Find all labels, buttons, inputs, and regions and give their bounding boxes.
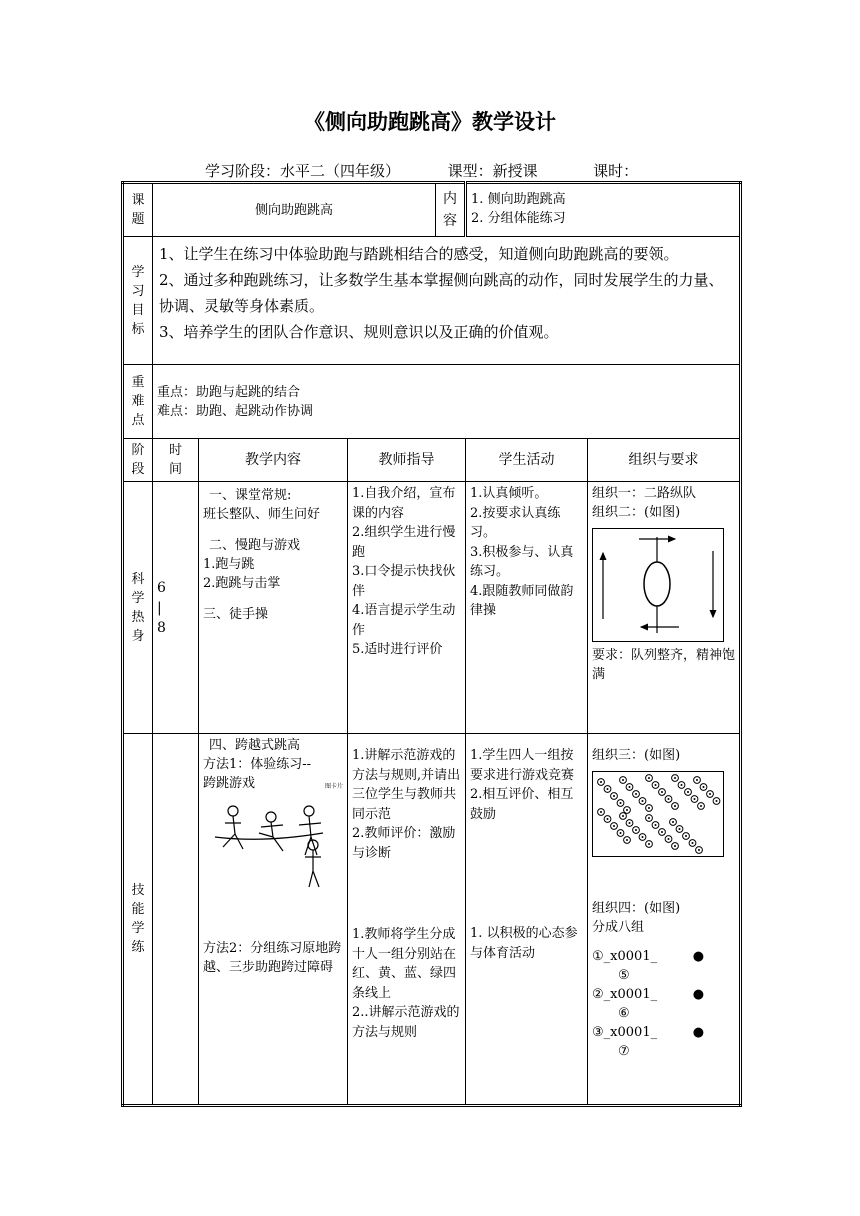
student-marker-dot xyxy=(622,779,624,781)
student-marker-dot xyxy=(629,786,631,788)
lesson-info-line xyxy=(205,160,638,181)
student-marker-dot xyxy=(622,815,624,817)
student-marker-dot xyxy=(685,835,687,837)
student-marker-dot xyxy=(648,817,650,819)
column-header-row xyxy=(123,439,741,482)
col-content: 教学内容 xyxy=(199,439,348,482)
learning-stage: 学习阶段：水平二（四年级） xyxy=(205,162,401,180)
key-label: 重 难 点 xyxy=(123,365,153,439)
key-point: 重点：助跑与起跳的结合 xyxy=(157,384,301,400)
student-marker-dot xyxy=(655,784,657,786)
students-formation-diagram xyxy=(592,771,724,857)
student-marker-dot xyxy=(600,781,602,783)
goal-1: 1、让学生在练习中体验助跑与踏跳相结合的感受，知道侧向助跑跳高的要领。 xyxy=(159,245,679,263)
col-teacher: 教师指导 xyxy=(348,439,466,482)
marker-icon: ● xyxy=(692,987,705,1002)
student-marker-dot xyxy=(661,831,663,833)
student-marker-dot xyxy=(635,829,637,831)
org-1: 组织一：二路纵队 xyxy=(592,486,697,501)
group-item: ②_x0001_ ● xyxy=(592,987,705,1002)
student-marker-dot xyxy=(692,842,694,844)
group-list: ①_x0001_ ● ⑤ ②_x0001_ ● ⑥ ③_x0001_ ● ⑦ xyxy=(592,949,705,1059)
topic-row xyxy=(123,183,741,237)
student-marker-dot xyxy=(613,795,615,797)
student-marker-dot xyxy=(681,784,683,786)
student-marker-dot xyxy=(716,800,718,802)
student-marker-dot xyxy=(626,809,628,811)
lesson-plan-table xyxy=(121,181,742,1107)
student-marker-dot xyxy=(642,800,644,802)
goals-text xyxy=(153,237,741,365)
document-title: 《侧向助跑跳高》教学设计 xyxy=(304,110,556,134)
content-item-1: 1. 侧向助跑跳高 xyxy=(471,192,566,207)
student-marker-dot xyxy=(668,838,670,840)
col-stage: 阶 段 xyxy=(123,439,153,482)
warmup-time: 6 | 8 xyxy=(153,482,199,734)
student-marker-dot xyxy=(613,825,615,827)
org-3: 组织三：(如图) xyxy=(592,748,681,763)
student-marker-dot xyxy=(620,832,622,834)
figure-caption: 图卡片 xyxy=(324,783,343,790)
warmup-row xyxy=(123,482,741,734)
student-marker-dot xyxy=(600,811,602,813)
running-track-diagram xyxy=(592,528,724,642)
warmup-org xyxy=(588,482,741,734)
student-marker-dot xyxy=(700,805,702,807)
warmup-requirement: 要求：队列整齐，精神饱满 xyxy=(592,648,736,682)
student-marker-dot xyxy=(629,822,631,824)
key-points-row xyxy=(123,365,741,439)
marker-icon: ● xyxy=(692,1025,705,1040)
lesson-type: 课型：新授课 xyxy=(447,162,538,180)
student-marker-dot xyxy=(620,802,622,804)
student-marker-dot xyxy=(694,798,696,800)
group-item: ③_x0001_ ● xyxy=(592,1025,705,1040)
org-4-groups: 分成八组 xyxy=(592,920,645,935)
group-item: ①_x0001_ ● xyxy=(592,949,705,964)
student-marker-dot xyxy=(648,807,650,809)
lesson-period: 课时： xyxy=(593,162,639,180)
col-org: 组织与要求 xyxy=(588,439,741,482)
student-marker-dot xyxy=(648,843,650,845)
student-marker-dot xyxy=(679,828,681,830)
warmup-stage: 科 学 热 身 xyxy=(123,482,153,734)
student-marker-dot xyxy=(674,845,676,847)
difficult-point: 难点：助跑、起跳动作协调 xyxy=(157,403,314,419)
content-label: 内 容 xyxy=(435,184,464,236)
student-marker-dot xyxy=(635,793,637,795)
warmup-teacher: 1.自我介绍，宣布课的内容 2.组织学生进行慢跑 3.口令提示快找伙伴 4.语言提示学生动作 5.适时进行评价 xyxy=(348,482,466,734)
student-marker-dot xyxy=(709,793,711,795)
col-time: 时 间 xyxy=(153,439,199,482)
topic-label: 课 题 xyxy=(123,183,153,237)
warmup-content: 一、课堂常规: 班长整队、师生问好 二、慢跑与游戏 1.跑与跳 2.跑跳与击掌 三、徒手操 xyxy=(199,482,348,734)
student-marker-dot xyxy=(668,798,670,800)
students-jumping-illustration xyxy=(213,799,343,895)
goal-2: 2、通过多种跑跳练习，让多数学生基本掌握侧向跳高的动作，同时发展学生的力量、协调、灵敏等身体素质。 xyxy=(159,271,724,315)
skills-content: 四、跨越式跳高 方法1：体验练习--跨跳游戏 图卡片 方法2：分组练习原地跨越、三步助跑跨过障碍 xyxy=(199,734,348,1106)
content-item-2: 2. 分组体能练习 xyxy=(471,211,566,226)
student-marker-dot xyxy=(655,824,657,826)
skills-org xyxy=(588,734,741,1106)
student-marker-dot xyxy=(626,839,628,841)
skills-student: 1.学生四人一组按要求进行游戏竞赛 2.相互评价、相互鼓励 1. 以积极的心态参与体育活动 xyxy=(466,734,588,1106)
topic-value: 侧向助跑跳高 xyxy=(255,202,334,218)
skills-stage: 技 能 学 练 xyxy=(123,734,153,1106)
col-student: 学生活动 xyxy=(466,439,588,482)
student-marker-dot xyxy=(648,777,650,779)
student-marker-dot xyxy=(674,805,676,807)
student-marker-dot xyxy=(674,777,676,779)
goals-label: 学 习 目 标 xyxy=(123,237,153,365)
marker-icon: ● xyxy=(692,949,705,964)
warmup-student: 1.认真倾听。 2.按要求认真练习。 3.积极参与、认真练习。 4.跟随教师同做韵律操 xyxy=(466,482,588,734)
student-marker-dot xyxy=(642,836,644,838)
student-marker-dot xyxy=(607,818,609,820)
content-list xyxy=(466,183,741,237)
skills-teacher: 1.讲解示范游戏的方法与规则,并请出三位学生与教师共同示范 2.教师评价：激励与诊断 1.教师将学生分成十人一组分别站在红、黄、蓝、绿四条线上 2..讲解示范游戏的方法与规则 xyxy=(348,734,466,1106)
student-marker-dot xyxy=(661,791,663,793)
org-2: 组织二：(如图) xyxy=(592,505,681,520)
student-marker-dot xyxy=(607,788,609,790)
goals-row xyxy=(123,237,741,365)
student-marker-dot xyxy=(698,849,700,851)
org-4: 组织四：(如图) xyxy=(592,901,681,916)
student-marker-dot xyxy=(687,791,689,793)
skills-row xyxy=(123,734,741,1106)
student-marker-dot xyxy=(703,786,705,788)
goal-3: 3、培养学生的团队合作意识、规则意识以及正确的价值观。 xyxy=(159,323,559,341)
student-marker-dot xyxy=(696,779,698,781)
student-marker-dot xyxy=(672,821,674,823)
method-2: 方法2：分组练习原地跨越、三步助跑跨过障碍 xyxy=(203,941,342,975)
